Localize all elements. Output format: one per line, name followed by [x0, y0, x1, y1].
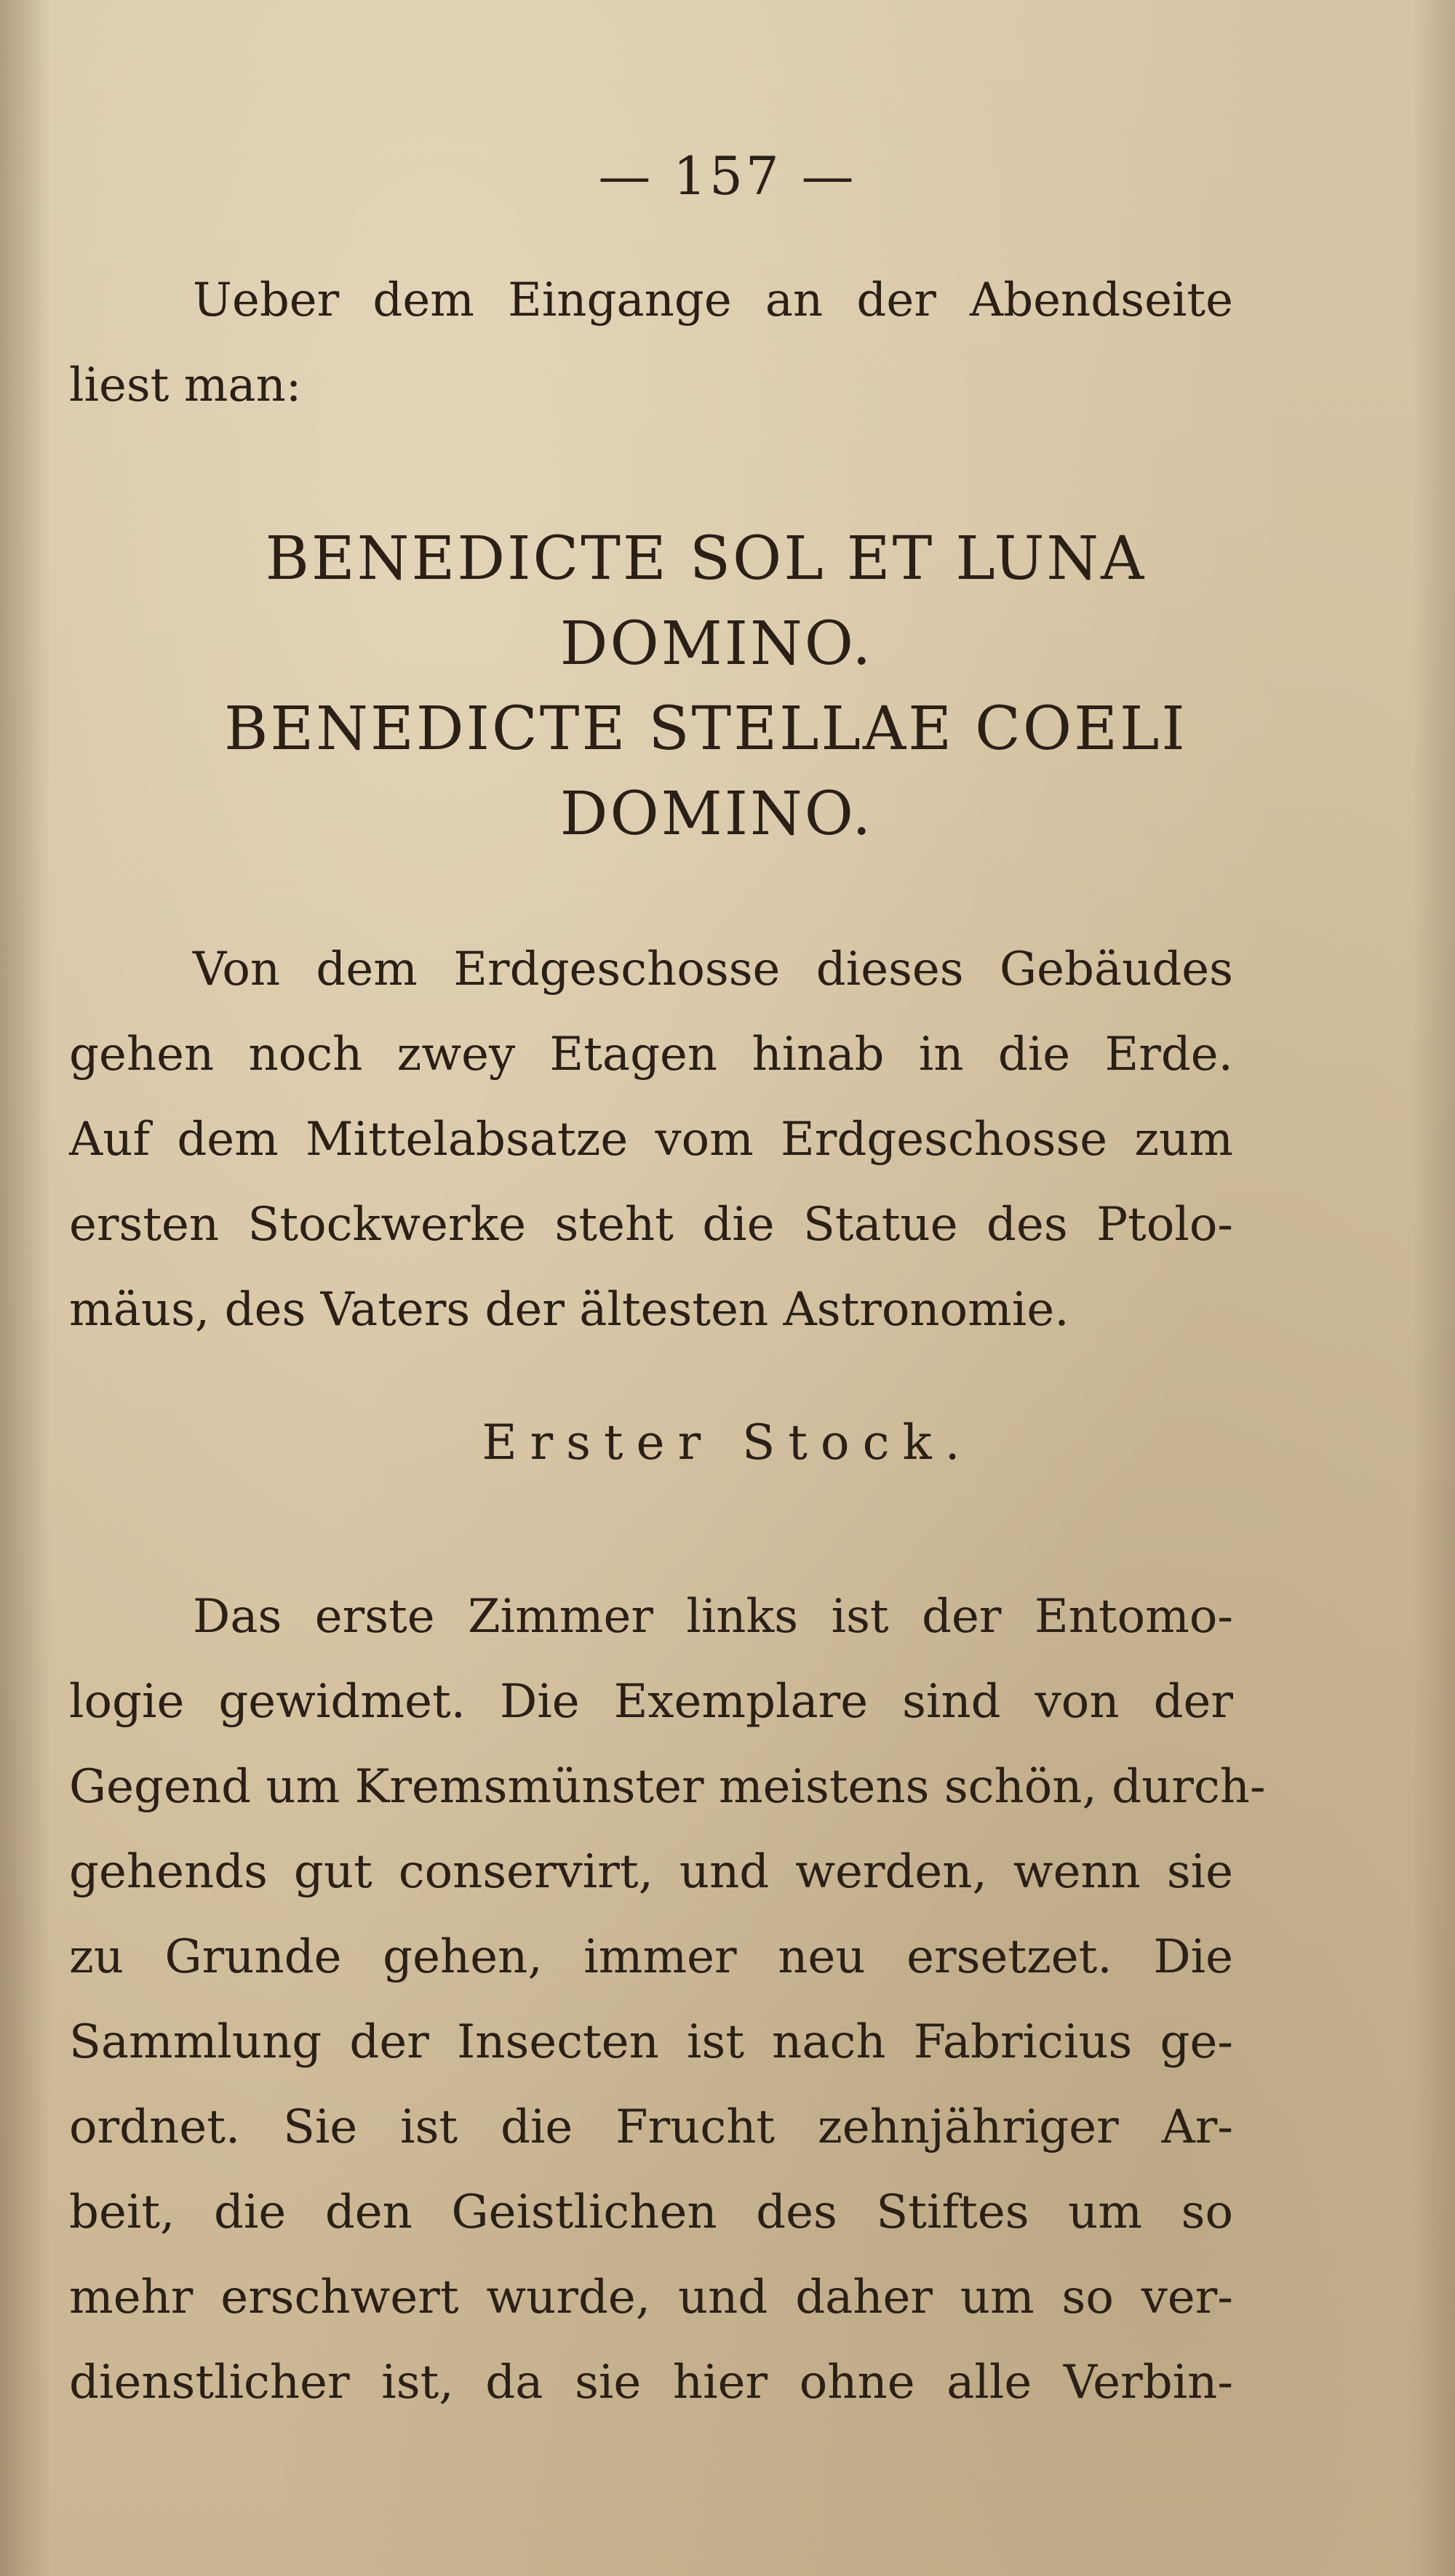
paragraph-entomology: [69, 1575, 1266, 2425]
text-line: Gegend um Kremsmünster meistens schön, durch-: [69, 1760, 1266, 1814]
text-line: ersten Stockwerke steht die Statue des Ptolo-: [69, 1198, 1233, 1252]
page-number: — 157 —: [598, 145, 857, 207]
text-line: Sammlung der Insecten ist nach Fabricius ge-: [69, 2015, 1233, 2069]
inscription-line: BENEDICTE STELLAE COELI: [224, 695, 1187, 764]
text-line: liest man:: [69, 359, 302, 412]
text-line: Ueber dem Eingange an der Abendseite: [193, 273, 1233, 327]
text-line: Das erste Zimmer links ist der Entomo-: [193, 1590, 1233, 1644]
text-line: mehr erschwert wurde, und daher um so ver-: [69, 2271, 1233, 2324]
inscription-line: BENEDICTE SOL ET LUNA: [265, 524, 1147, 593]
text-line: Auf dem Mittelabsatze vom Erdgeschosse zum: [69, 1113, 1233, 1167]
text-line: gehen noch zwey Etagen hinab in die Erde.: [69, 1028, 1233, 1081]
text-line: mäus, des Vaters der ältesten Astronomie.: [69, 1283, 1069, 1337]
text-line: Von dem Erdgeschosse dieses Gebäudes: [193, 943, 1233, 996]
section-heading: Erster Stock.: [482, 1415, 973, 1471]
inscription-line: DOMINO.: [559, 609, 874, 679]
text-line: beit, die den Geistlichen des Stiftes um so: [69, 2185, 1233, 2239]
inscription: [0, 516, 1455, 857]
text-line: dienstlicher ist, da sie hier ohne alle Verbin-: [69, 2356, 1233, 2409]
inscription-line: DOMINO.: [559, 780, 874, 849]
text-line: logie gewidmet. Die Exemplare sind von der: [69, 1675, 1233, 1729]
text-line: zu Grunde gehen, immer neu ersetzet. Die: [69, 1930, 1233, 1984]
paragraph-intro: [69, 258, 1233, 428]
paragraph-ground-floor: [69, 927, 1233, 1353]
text-line: ordnet. Sie ist die Frucht zehnjähriger Ar-: [69, 2100, 1233, 2154]
text-line: gehends gut conservirt, und werden, wenn sie: [69, 1845, 1233, 1899]
